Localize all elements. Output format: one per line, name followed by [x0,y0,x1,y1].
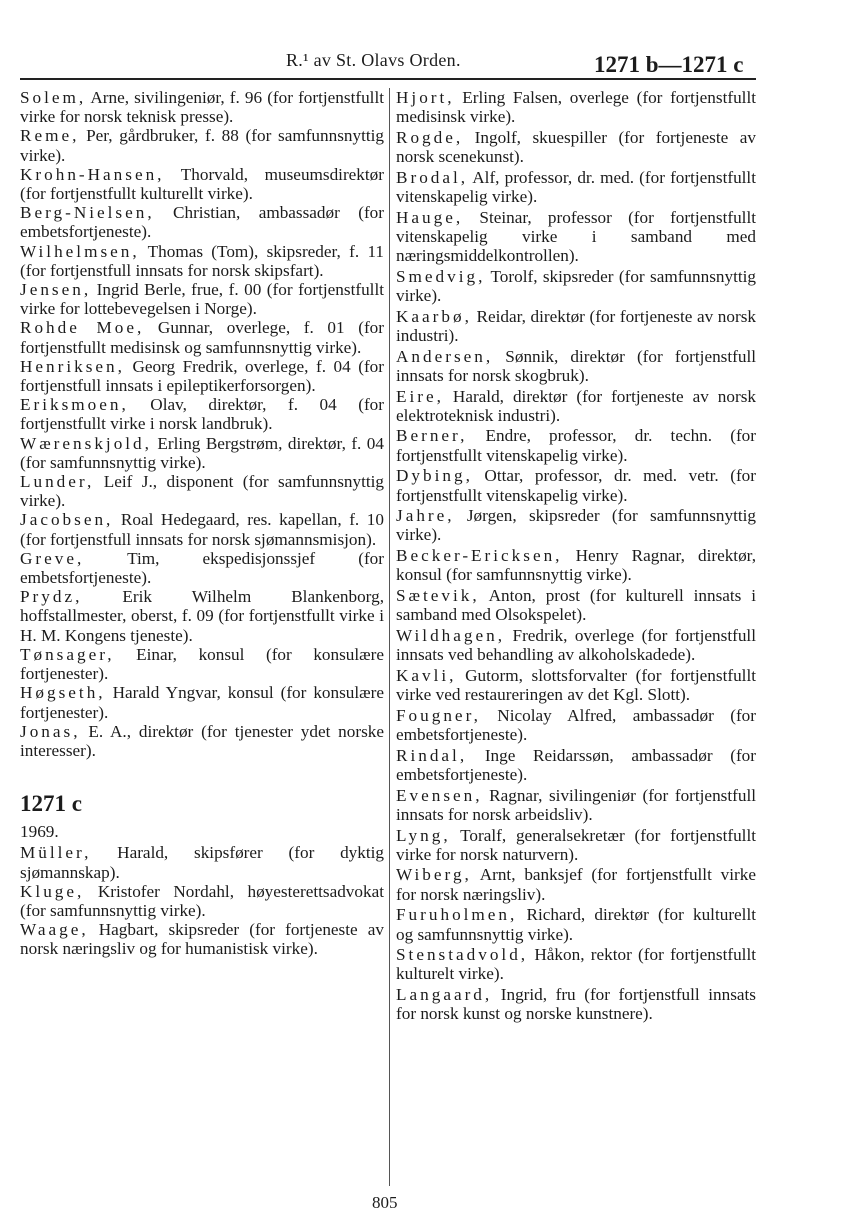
entry [396,387,756,425]
entry-name: Stenstadvold, [396,945,529,965]
entry [396,208,756,266]
entry-name: Wiberg, [396,865,472,885]
entry [20,88,384,126]
entry [20,434,384,472]
entry-name: Hauge, [396,207,464,227]
entry [20,920,384,958]
entry-name: Berner, [396,426,468,446]
entry [396,945,756,983]
entry-name: Dybing, [396,466,473,486]
entry [20,395,384,433]
entry [20,645,384,683]
entry-description: Ingrid, fru (for fortjenstfull innsats for norsk kunst og norske kunstnere). [396,985,756,1024]
entry-name: Wildhagen, [396,625,506,645]
left-entry-list [20,88,384,760]
entry [20,587,384,645]
entry-description: Roal Hedegaard, res. kapellan, f. 10 (for fortjenstfull innsats for norsk sjømannsmisjon). [20,510,384,549]
entry-name: Jacobsen, [20,510,114,530]
entry [396,865,756,903]
header-rule [20,78,756,80]
entry-description: Inge Reidarssøn, ambassadør (for embetsfortjeneste). [396,745,756,784]
entry-name: Solem, [20,88,87,107]
entry-description: Tim, ekspedisjonssjef (for embetsfortjeneste). [20,548,384,588]
entry-description: Kristofer Nordahl, høyesterettsadvokat (for samfunnsnyttig virke). [20,881,384,920]
entry [396,506,756,544]
entry [20,242,384,280]
entry-description: Ragnar, sivilingeniør (for fortjenstfull innsats for norsk arbeidsliv). [396,785,756,824]
entry [20,126,384,164]
entry-name: Langaard, [396,985,493,1005]
section-year: 1969. [20,822,59,842]
entry-name: Kaarbø, [396,306,472,326]
entry [396,168,756,206]
entry-description: Erik Wilhelm Blankenborg, hoffstallmester, oberst, f. 09 (for fortjenstfullt virke i H. M. Kongens tjeneste). [20,587,384,645]
entry [396,905,756,943]
entry [396,466,756,504]
entry-description: Steinar, professor (for fortjenstfullt vitenskapelig virke i samband med næringsmiddelkontrollen). [396,207,756,266]
entry-description: Richard, direktør (for kulturellt og samfunnsnyttig virke). [396,905,756,944]
entry [396,706,756,744]
entry [396,128,756,166]
entry-name: Reme, [20,126,80,146]
entry-description: Henry Ragnar, direktør, konsul (for samfunnsnyttig virke). [396,546,756,585]
section-heading: 1271 c [20,791,82,817]
entry-name: Eriksmoen, [20,395,129,415]
entry [20,510,384,548]
entry-description: Alf, professor, dr. med. (for fortjenstfullt vitenskapelig virke). [396,167,756,207]
entry-description: Arne, sivilingeniør, f. 96 (for fortjenstfullt virke for norsk teknisk presse). [20,88,384,127]
entry-name: Rindal, [396,745,468,765]
entry-description: Gunnar, overlege, f. 01 (for fortjenstfullt medisinsk og samfunnsnyttig virke). [20,318,384,357]
entry-description: Gutorm, slottsforvalter (for fortjenstfullt virke ved restaureringen av det Kgl. Slott). [396,665,756,705]
entry-description: Per, gårdbruker, f. 88 (for samfunnsnyttig virke). [20,126,384,165]
entry-name: Eire, [396,386,444,406]
entry [396,586,756,624]
entry-description: Anton, prost (for kulturell innsats i samband med Olsokspelet). [396,586,756,625]
entry-description: Harald, skipsfører (for dyktig sjømannskap). [20,843,384,882]
entry-name: Fougner, [396,705,481,725]
entry [396,546,756,584]
entry-description: Harald Yngvar, konsul (for konsulære fortjenester). [20,683,384,722]
entry-description: Leif J., disponent (for samfunnsnyttig virke). [20,472,384,511]
entry [20,203,384,241]
entry-name: Lunder, [20,472,95,492]
entry-name: Tønsager, [20,644,115,664]
entry-name: Kluge, [20,881,85,901]
entry-name: Becker-Ericksen, [396,546,563,566]
entry-name: Sætevik, [396,586,480,606]
entry-name: Berg-Nielsen, [20,203,155,223]
entry-description: Håkon, rektor (for fortjenstfullt kulturelt virke). [396,945,756,984]
entry [396,267,756,305]
entry-name: Lyng, [396,825,451,845]
entry [396,88,756,126]
running-header: R.¹ av St. Olavs Orden. [286,50,461,70]
entry-description: Ottar, professor, dr. med. vetr. (for fortjenstfullt vitenskapelig virke). [396,466,756,505]
entry [20,683,384,721]
right-column [396,88,756,1025]
entry-description: Thorvald, museumsdirektør (for fortjenstfullt kulturellt virke). [20,164,384,204]
entry-name: Prydz, [20,587,83,607]
column-divider [389,88,390,1186]
entry-description: Nicolay Alfred, ambassadør (for embetsfortjeneste). [396,705,756,744]
entry [20,882,384,920]
entry-description: E. A., direktør (for tjenester ydet norske interesser). [20,721,384,760]
entry [20,472,384,510]
entry-description: Ingrid Berle, frue, f. 00 (for fortjenstfullt virke for lottebevegelsen i Norge). [20,280,384,319]
entry [396,746,756,784]
entry-name: Waage, [20,920,89,940]
entry [20,549,384,587]
entry-name: Andersen, [396,346,494,366]
entry-description: Torolf, skipsreder (for samfunnsnyttig virke). [396,266,756,306]
left-column [20,88,384,959]
entry-name: Krohn-Hansen, [20,164,165,184]
entry-name: Jonas, [20,721,81,741]
entry-name: Jahre, [396,506,455,526]
entry-description: Toralf, generalsekretær (for fortjenstfullt virke for norsk naturvern). [396,825,756,864]
entry-name: Evensen, [396,785,483,805]
entry-name: Müller, [20,843,92,863]
entry [396,985,756,1023]
entry [20,357,384,395]
entry-name: Greve, [20,548,85,568]
entry-description: Georg Fredrik, overlege, f. 04 (for fortjenstfull innsats i epileptikerforsorgen). [20,356,384,396]
entry-description: Endre, professor, dr. techn. (for fortjenstfullt vitenskapelig virke). [396,426,756,465]
entry-description: Ingolf, skuespiller (for fortjeneste av norsk scenekunst). [396,127,756,167]
entry-description: Hagbart, skipsreder (for fortjeneste av norsk næringsliv og for humanistisk virke). [20,920,384,959]
entry [396,666,756,704]
entry-name: Kavli, [396,665,457,685]
entry [396,347,756,385]
entry [396,307,756,345]
entry [20,165,384,203]
entry-name: Rohde Moe, [20,318,145,338]
entry-name: Rogde, [396,127,464,147]
entry [20,318,384,356]
entry-name: Hjort, [396,88,455,107]
entry-description: Sønnik, direktør (for fortjenstfull innsats for norsk skogbruk). [396,346,756,385]
entry-description: Harald, direktør (for fortjeneste av norsk elektroteknisk industri). [396,386,756,425]
entry-description: Thomas (Tom), skipsreder, f. 11 (for fortjenstfull innsats for norsk skipsfart). [20,241,384,280]
right-entry-list [396,88,756,1024]
entry [396,626,756,664]
entry-description: Erling Falsen, overlege (for fortjenstfullt medisinsk virke). [396,88,756,127]
entry-description: Christian, ambassadør (for embetsfortjeneste). [20,203,384,242]
entry-name: Wærenskjold, [20,433,152,453]
entry-name: Furuholmen, [396,905,518,925]
entry-description: Erling Bergstrøm, direktør, f. 04 (for samfunnsnyttig virke). [20,433,384,472]
entry-description: Fredrik, overlege (for fortjenstfull innsats ved behandling av alkoholskadede). [396,625,756,665]
entry [20,722,384,760]
section-entry-list [20,843,384,958]
entry-name: Jensen, [20,280,92,300]
section-range: 1271 b—1271 c [594,52,744,77]
entry [396,826,756,864]
entry-description: Einar, konsul (for konsulære fortjenester). [20,644,384,684]
entry-description: Arnt, banksjef (for fortjenstfullt virke for norsk næringsliv). [396,865,756,904]
entry [396,426,756,464]
entry [20,280,384,318]
entry-name: Wilhelmsen, [20,241,140,261]
entry-name: Brodal, [396,167,469,187]
entry-description: Reidar, direktør (for fortjeneste av norsk industri). [396,306,756,345]
entry-description: Olav, direktør, f. 04 (for fortjenstfullt virke i norsk landbruk). [20,395,384,434]
page-number: 805 [372,1193,398,1212]
entry-name: Henriksen, [20,356,125,376]
entry-name: Høgseth, [20,683,106,703]
entry-description: Jørgen, skipsreder (for samfunnsnyttig virke). [396,506,756,545]
entry [396,786,756,824]
entry [20,843,384,881]
entry-name: Smedvig, [396,266,486,286]
